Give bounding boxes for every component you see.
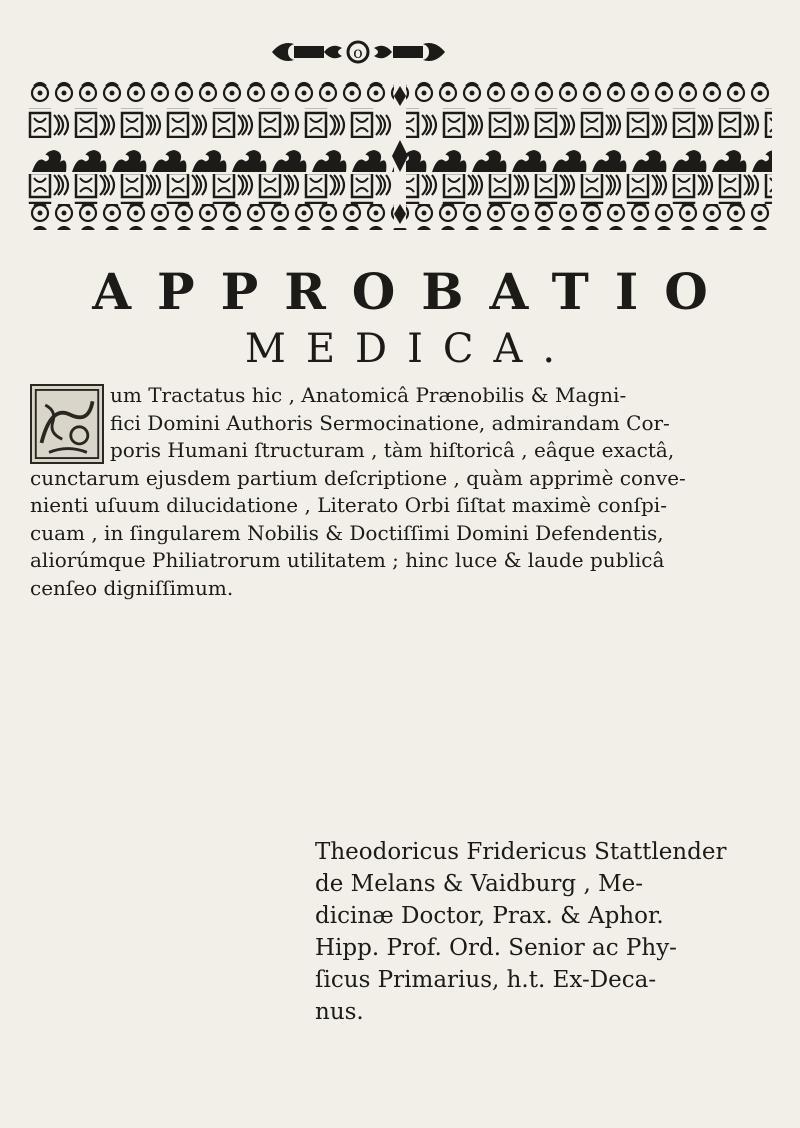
body-line: cenſeo digniſſimum.: [30, 575, 234, 600]
page-subtitle: MEDICA.: [244, 326, 576, 372]
body-line: nienti uſuum dilucidatione , Literato Orbi ſiſtat maximè conſpi-: [30, 493, 667, 517]
body-line: poris Humani ſtructuram , tàm hiſtoricâ , eâque exactâ,: [110, 438, 675, 462]
body-line: cuam , in ſingularem Nobilis & Doctiſſimi Domini Defendentis,: [30, 520, 664, 545]
body-line: um Tractatus hic , Anatomicâ Prænobilis & Magni-: [110, 383, 627, 407]
page-title: APPROBATIO: [92, 262, 734, 321]
body-line: fici Domini Authoris Sermocinatione, admirandam Cor-: [110, 410, 670, 435]
approbation-text: [30, 382, 770, 602]
decorated-initial-icon: [30, 384, 104, 464]
signature-line: ſicus Primarius, h.t. Ex-Deca-: [315, 967, 657, 993]
crown-ornament-icon: [266, 32, 451, 72]
svg-text:o: o: [353, 43, 363, 62]
floral-band-icon: [28, 80, 772, 230]
signature-line: Theodoricus Fridericus Stattlender: [315, 839, 727, 865]
signature-line: Hipp. Prof. Ord. Senior ac Phy-: [315, 935, 677, 961]
signature-line: de Melans & Vaidburg , Me-: [315, 871, 643, 897]
signature-block: [315, 836, 785, 1028]
signature-line: nus.: [315, 999, 364, 1025]
body-line: aliorúmque Philiatrorum utilitatem ; hinc luce & laude publicâ: [30, 548, 665, 572]
signature-line: dicinæ Doctor, Prax. & Aphor.: [315, 903, 664, 929]
body-line: cunctarum ejusdem partium deſcriptione , quàm apprimè conve-: [30, 465, 686, 490]
